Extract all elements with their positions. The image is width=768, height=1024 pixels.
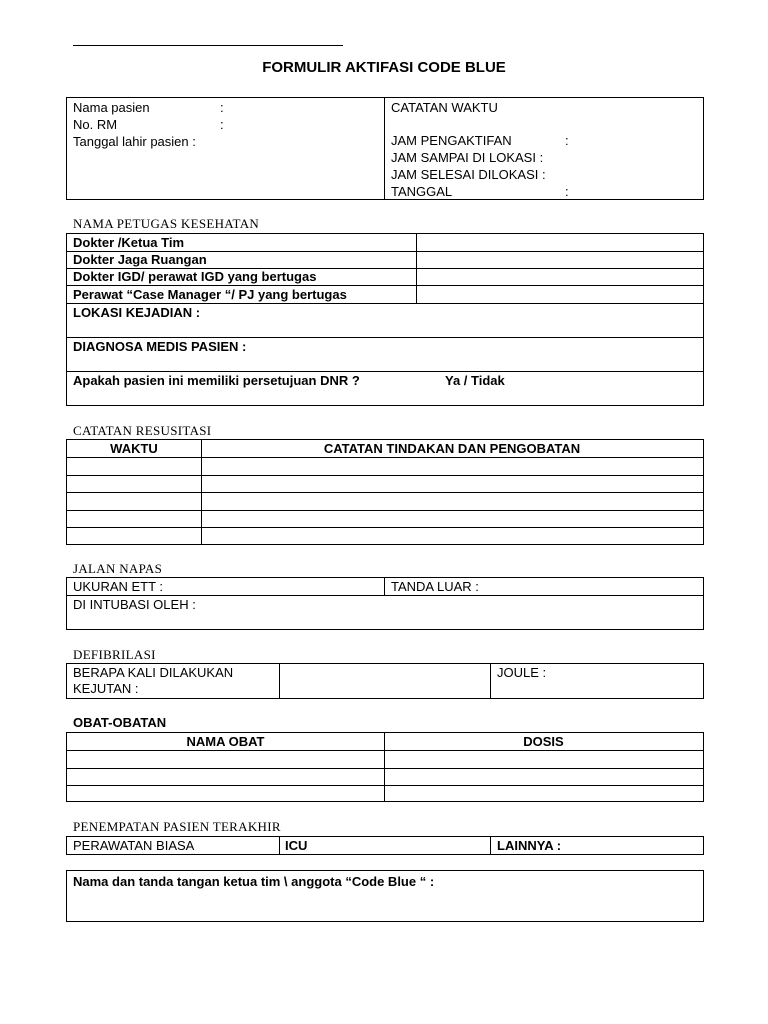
dnr-question: Apakah pasien ini memiliki persetujuan DNR ?: [73, 373, 360, 388]
col-dose-header: DOSIS: [523, 734, 564, 749]
top-rule: [73, 45, 343, 46]
signature-box: [66, 870, 704, 922]
defibrillation-box: [66, 663, 704, 699]
placement-box: [66, 836, 704, 855]
activation-time-colon: :: [565, 133, 569, 148]
ett-size-label: UKURAN ETT :: [73, 579, 164, 594]
date-colon: :: [565, 184, 569, 199]
staff-row-ward-doctor: Dokter Jaga Ruangan: [73, 252, 207, 267]
placement-other: LAINNYA :: [497, 838, 562, 853]
col-drug-header: NAMA OBAT: [186, 734, 265, 749]
incident-location-label: LOKASI KEJADIAN :: [73, 305, 201, 320]
signature-label: Nama dan tanda tangan ketua tim \ anggota “Code Blue “ :: [73, 874, 435, 889]
resuscitation-table: [66, 439, 704, 545]
patient-time-box: [66, 97, 704, 200]
patient-name-label: Nama pasien: [73, 100, 150, 115]
staff-row-case-manager: Perawat “Case Manager “/ PJ yang bertugas: [73, 287, 347, 302]
arrival-time-label: JAM SAMPAI DI LOKASI :: [391, 150, 544, 165]
date-label: TANGGAL: [391, 184, 453, 199]
activation-time-label: JAM PENGAKTIFAN: [391, 133, 512, 148]
staff-row-team-leader: Dokter /Ketua Tim: [73, 235, 185, 250]
airway-box: [66, 577, 704, 630]
time-notes-heading: CATATAN WAKTU: [391, 100, 498, 115]
defibrillation-heading: DEFIBRILASI: [73, 647, 156, 662]
health-staff-heading: NAMA PETUGAS KESEHATAN: [73, 216, 260, 231]
diagnosis-label: DIAGNOSA MEDIS PASIEN :: [73, 339, 247, 354]
joule-label: JOULE :: [497, 665, 547, 680]
col-notes-header: CATATAN TINDAKAN DAN PENGOBATAN: [323, 441, 581, 456]
airway-heading: JALAN NAPAS: [73, 561, 163, 576]
intubated-by-label: DI INTUBASI OLEH :: [73, 597, 196, 612]
placement-icu: ICU: [285, 838, 308, 853]
finish-time-label: JAM SELESAI DILOKASI :: [391, 167, 546, 182]
resuscitation-heading: CATATAN RESUSITASI: [73, 423, 212, 438]
col-time-header: WAKTU: [110, 441, 158, 456]
medication-heading: OBAT-OBATAN: [73, 715, 167, 730]
patient-rm-colon: :: [220, 117, 224, 132]
shocks-label-line2: KEJUTAN :: [73, 681, 139, 696]
patient-name-colon: :: [220, 100, 224, 115]
health-staff-box: [66, 233, 704, 406]
external-mark-label: TANDA LUAR :: [391, 579, 479, 594]
patient-rm-label: No. RM: [73, 117, 118, 132]
patient-dob-label: Tanggal lahir pasien :: [73, 134, 196, 149]
placement-regular-care: PERAWATAN BIASA: [73, 838, 195, 853]
placement-heading: PENEMPATAN PASIEN TERAKHIR: [73, 819, 281, 834]
dnr-options: Ya / Tidak: [445, 373, 505, 388]
medication-table: [66, 732, 704, 802]
shocks-label-line1: BERAPA KALI DILAKUKAN: [73, 665, 234, 680]
staff-row-er-doctor: Dokter IGD/ perawat IGD yang bertugas: [73, 269, 317, 284]
form-title: FORMULIR AKTIFASI CODE BLUE: [262, 59, 506, 76]
